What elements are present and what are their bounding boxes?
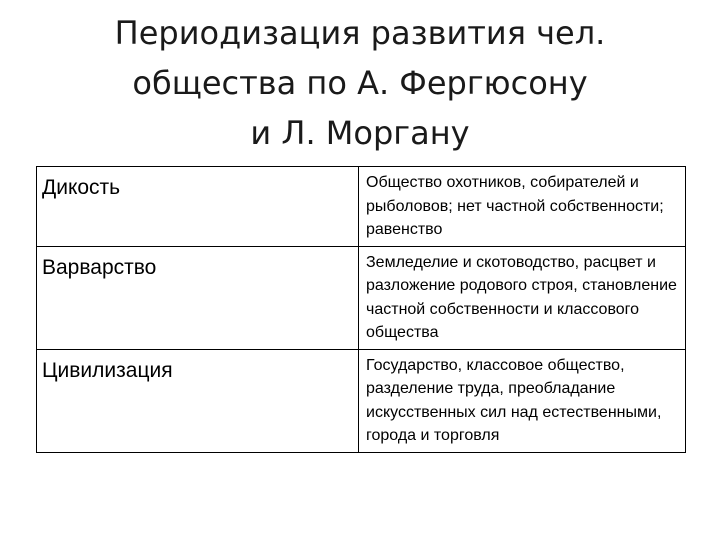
title-line-3: и Л. Моргану bbox=[250, 114, 470, 152]
stage-cell: Цивилизация bbox=[37, 349, 359, 452]
table-row bbox=[37, 349, 686, 452]
title-line-2: общества по А. Фергюсону bbox=[132, 64, 588, 102]
description-cell: Общество охотников, собирателей и рыболовов; нет частной собственности; равенство bbox=[359, 167, 686, 247]
stage-cell: Варварство bbox=[37, 246, 359, 349]
periodization-table bbox=[36, 166, 686, 453]
title-line-1: Периодизация развития чел. bbox=[114, 14, 606, 52]
slide-title bbox=[0, 8, 720, 158]
description-cell: Государство, классовое общество, разделение труда, преобладание искусственных сил над естественными, города и торговля bbox=[359, 349, 686, 452]
stage-cell: Дикость bbox=[37, 167, 359, 247]
table-row bbox=[37, 167, 686, 247]
description-cell: Земледелие и скотоводство, расцвет и разложение родового строя, становление частной собственности и классового общества bbox=[359, 246, 686, 349]
table-row bbox=[37, 246, 686, 349]
